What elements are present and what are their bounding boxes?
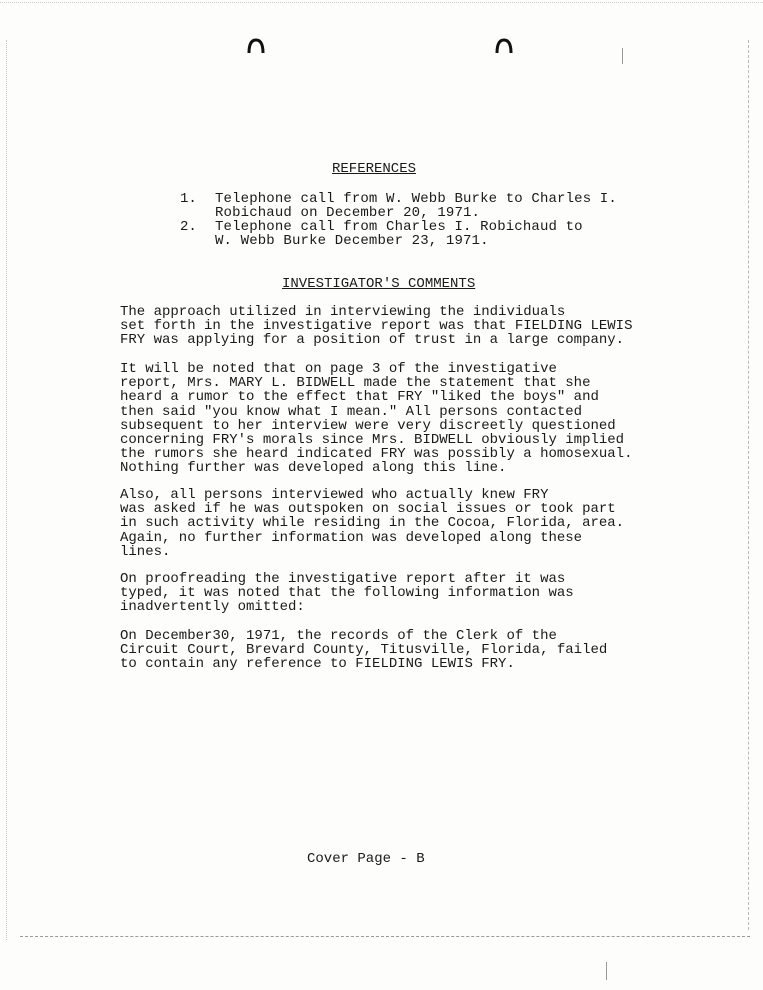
- page-label: Cover Page - B: [307, 851, 425, 867]
- staple-hole-icon: [247, 37, 265, 55]
- reference-text: Robichaud on December 20, 1971.: [215, 205, 481, 221]
- scan-edge-top: [0, 2, 763, 4]
- reference-text: Telephone call from W. Webb Burke to Charles I.: [215, 191, 617, 207]
- reference-text: Telephone call from Charles I. Robichaud to: [215, 219, 583, 235]
- reference-number: 1.: [180, 191, 197, 207]
- comment-paragraph: The approach utilized in interviewing the individuals set forth in the investigative report was that FIELDING LEWIS FRY was applying for a position of trust in a large company.: [120, 304, 633, 349]
- comment-paragraph: It will be noted that on page 3 of the investigative report, Mrs. MARY L. BIDWELL made the statement that she heard a rumor to the effect that FRY "liked the boys" and then said "you know what I mean." All persons contacted subsequent to her interview were very discreetly questioned concerning FRY's morals since Mrs. BIDWELL obviously implied the rumors she heard indicated FRY was possibly a homosexual. Nothing further was developed along this line.: [120, 361, 633, 477]
- comments-heading: INVESTIGATOR'S COMMENTS: [282, 276, 476, 292]
- comment-paragraph: On December30, 1971, the records of the Clerk of the Circuit Court, Brevard County, Titusville, Florida, failed to contain any reference to FIELDING LEWIS FRY.: [120, 628, 608, 673]
- scan-edge-bottom: [20, 936, 750, 938]
- references-heading: REFERENCES: [332, 161, 417, 177]
- comment-paragraph: Also, all persons interviewed who actually knew FRY was asked if he was outspoken on social issues or took part in such activity while residing in the Cocoa, Florida, area. Again, no further information was developed along these lines.: [120, 487, 625, 560]
- comment-paragraph: On proofreading the investigative report after it was typed, it was noted that the following information was inadvertently omitted:: [120, 571, 574, 616]
- scan-edge-left: [6, 40, 8, 940]
- scan-edge-right: [747, 40, 749, 930]
- scan-mark: [622, 48, 623, 64]
- reference-text: W. Webb Burke December 23, 1971.: [215, 233, 489, 249]
- scan-mark: [606, 962, 607, 980]
- staple-hole-icon: [495, 37, 513, 55]
- reference-number: 2.: [180, 219, 197, 235]
